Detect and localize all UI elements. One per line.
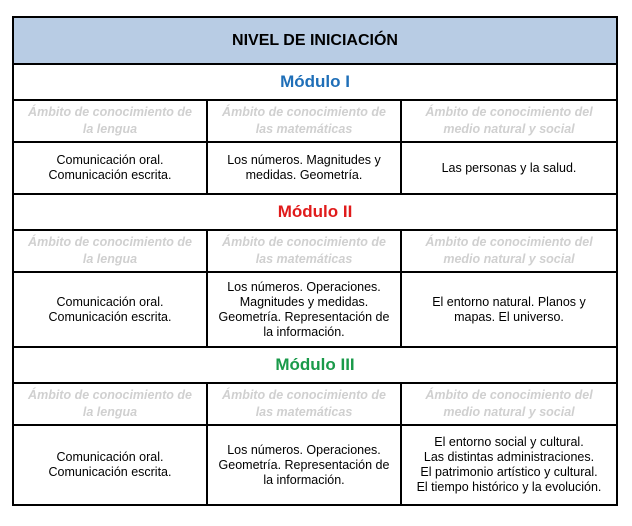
module-row: [14, 63, 616, 99]
header-row: [14, 99, 616, 141]
header-line: Ámbito de conocimiento de: [222, 105, 386, 119]
header-row: [14, 229, 616, 271]
header-line: medio natural y social: [443, 405, 575, 419]
header-cell: [400, 101, 616, 141]
module-title: Módulo II: [277, 202, 353, 221]
content-line: Comunicación oral.: [56, 153, 164, 167]
module-row: [14, 193, 616, 229]
module-title: Módulo I: [280, 72, 350, 91]
curriculum-table: [12, 16, 618, 506]
header-cell: [14, 101, 206, 141]
header-cell: [400, 384, 616, 424]
content-cell: [14, 426, 206, 504]
content-cell: [206, 273, 400, 346]
header-line: la lengua: [82, 122, 138, 136]
content-line: El entorno natural. Planos y: [432, 294, 586, 309]
header-cell: [206, 384, 400, 424]
header-line: Ámbito de conocimiento de: [28, 235, 192, 249]
header-row: [14, 382, 616, 424]
header-line: las matemáticas: [255, 405, 353, 419]
header-cell: [400, 231, 616, 271]
content-cell: [14, 143, 206, 193]
header-line: la lengua: [82, 405, 138, 419]
header-line: Ámbito de conocimiento del: [425, 235, 593, 249]
content-line: El tiempo histórico y la evolución.: [416, 480, 602, 494]
module-title: Módulo III: [275, 355, 355, 374]
header-cell: [14, 384, 206, 424]
content-cell: [206, 426, 400, 504]
content-cell: [14, 273, 206, 346]
content-line: medidas. Geometría.: [245, 168, 363, 182]
header-line: Ámbito de conocimiento de: [28, 388, 192, 402]
content-line: Comunicación oral.: [56, 450, 164, 464]
content-cell: [400, 143, 616, 193]
content-line: Los números. Operaciones.: [227, 279, 381, 294]
content-line: El patrimonio artístico y cultural.: [420, 465, 598, 479]
header-line: Ámbito de conocimiento de: [28, 105, 192, 119]
header-line: Ámbito de conocimiento del: [425, 388, 593, 402]
header-line: medio natural y social: [443, 252, 575, 266]
content-cell: [400, 426, 616, 504]
content-row: [14, 424, 616, 504]
table-title: NIVEL DE INICIACIÓN: [14, 18, 616, 63]
header-line: las matemáticas: [255, 122, 353, 136]
header-cell: [14, 231, 206, 271]
content-row: [14, 141, 616, 193]
content-line: Comunicación escrita.: [48, 309, 172, 324]
content-line: mapas. El universo.: [454, 309, 564, 324]
content-line: Las distintas administraciones.: [423, 450, 595, 464]
header-line: Ámbito de conocimiento de: [222, 388, 386, 402]
content-line: Los números. Magnitudes y: [227, 153, 381, 167]
header-line: medio natural y social: [443, 122, 575, 136]
content-cell: [206, 143, 400, 193]
header-cell: [206, 101, 400, 141]
header-cell: [206, 231, 400, 271]
content-line: Comunicación escrita.: [48, 168, 172, 182]
content-line: la información.: [263, 324, 345, 339]
table-title-row: [14, 18, 616, 63]
header-line: las matemáticas: [255, 252, 353, 266]
header-line: la lengua: [82, 252, 138, 266]
content-line: Los números. Operaciones.: [227, 442, 381, 457]
content-row: [14, 271, 616, 346]
header-line: Ámbito de conocimiento de: [222, 235, 386, 249]
content-cell: [400, 273, 616, 346]
content-line: Comunicación oral.: [56, 294, 164, 309]
module-row: [14, 346, 616, 382]
content-line: Geometría. Representación de: [218, 309, 390, 324]
content-line: la información.: [263, 472, 345, 487]
header-line: Ámbito de conocimiento del: [425, 105, 593, 119]
content-line: El entorno social y cultural.: [434, 435, 584, 449]
content-line: Geometría. Representación de: [218, 457, 390, 472]
content-line: Magnitudes y medidas.: [239, 294, 369, 309]
content-line: Las personas y la salud.: [441, 160, 577, 175]
content-line: Comunicación escrita.: [48, 465, 172, 479]
